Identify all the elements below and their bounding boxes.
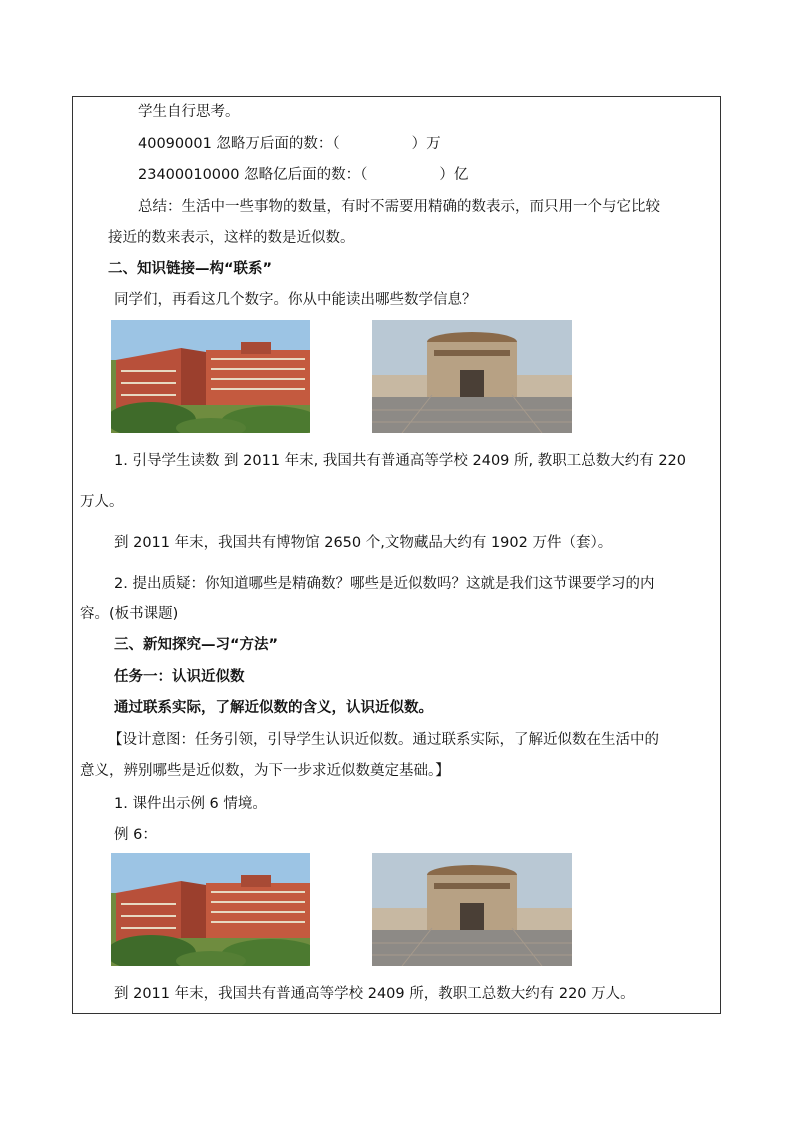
museum-photo-2	[372, 853, 572, 966]
fill-blank-yi	[138, 165, 468, 185]
museum-photo	[372, 320, 572, 433]
university-photo	[111, 320, 310, 433]
text-line: 万人。	[80, 494, 124, 510]
design-intent-line: 【设计意图：任务引领，引导学生认识近似数。通过联系实际，了解近似数在生活中的	[108, 732, 659, 748]
summary-line: 总结：生活中一些事物的数量，有时不需要用精确的数表示，而只用一个与它比较	[138, 199, 660, 215]
section-heading-2: 二、知识链接—构“联系”	[108, 261, 273, 277]
text-segment: 23400010000 忽略亿后面的数：（	[138, 167, 368, 183]
text-line: 2. 提出质疑：你知道哪些是精确数？哪些是近似数吗？这就是我们这节课要学习的内	[114, 576, 655, 592]
text-line: 到 2011 年末，我国共有博物馆 2650 个,文物藏品大约有 1902 万件（套）。	[114, 535, 613, 551]
text-line: 1. 引导学生读数 到 2011 年末, 我国共有普通高等学校 2409 所, 教职工总数大约有 220	[114, 453, 687, 469]
text-line: 同学们，再看这几个数字。你从中能读出哪些数学信息？	[114, 292, 477, 308]
text-segment: ）亿	[439, 167, 469, 183]
example-label: 例 6：	[114, 827, 157, 843]
section-heading-3: 三、新知探究—习“方法”	[114, 637, 279, 653]
goal-line: 通过联系实际，了解近似数的含义，认识近似数。	[114, 700, 433, 716]
text-segment: 40090001 忽略万后面的数：（	[138, 136, 340, 152]
design-intent-line-2: 意义，辨别哪些是近似数，为下一步求近似数奠定基础。】	[80, 763, 450, 779]
summary-line-2: 接近的数来表示，这样的数是近似数。	[108, 230, 355, 246]
text-segment: ）万	[411, 136, 441, 152]
task-heading: 任务一：认识近似数	[114, 669, 245, 685]
text-line: 学生自行思考。	[138, 104, 240, 120]
text-line: 到 2011 年末，我国共有普通高等学校 2409 所，教职工总数大约有 220 万人。	[114, 986, 635, 1002]
text-line: 容。(板书课题)	[80, 606, 179, 622]
university-photo-2	[111, 853, 310, 966]
text-line: 1. 课件出示例 6 情境。	[114, 796, 267, 812]
fill-blank-wan	[138, 134, 441, 154]
